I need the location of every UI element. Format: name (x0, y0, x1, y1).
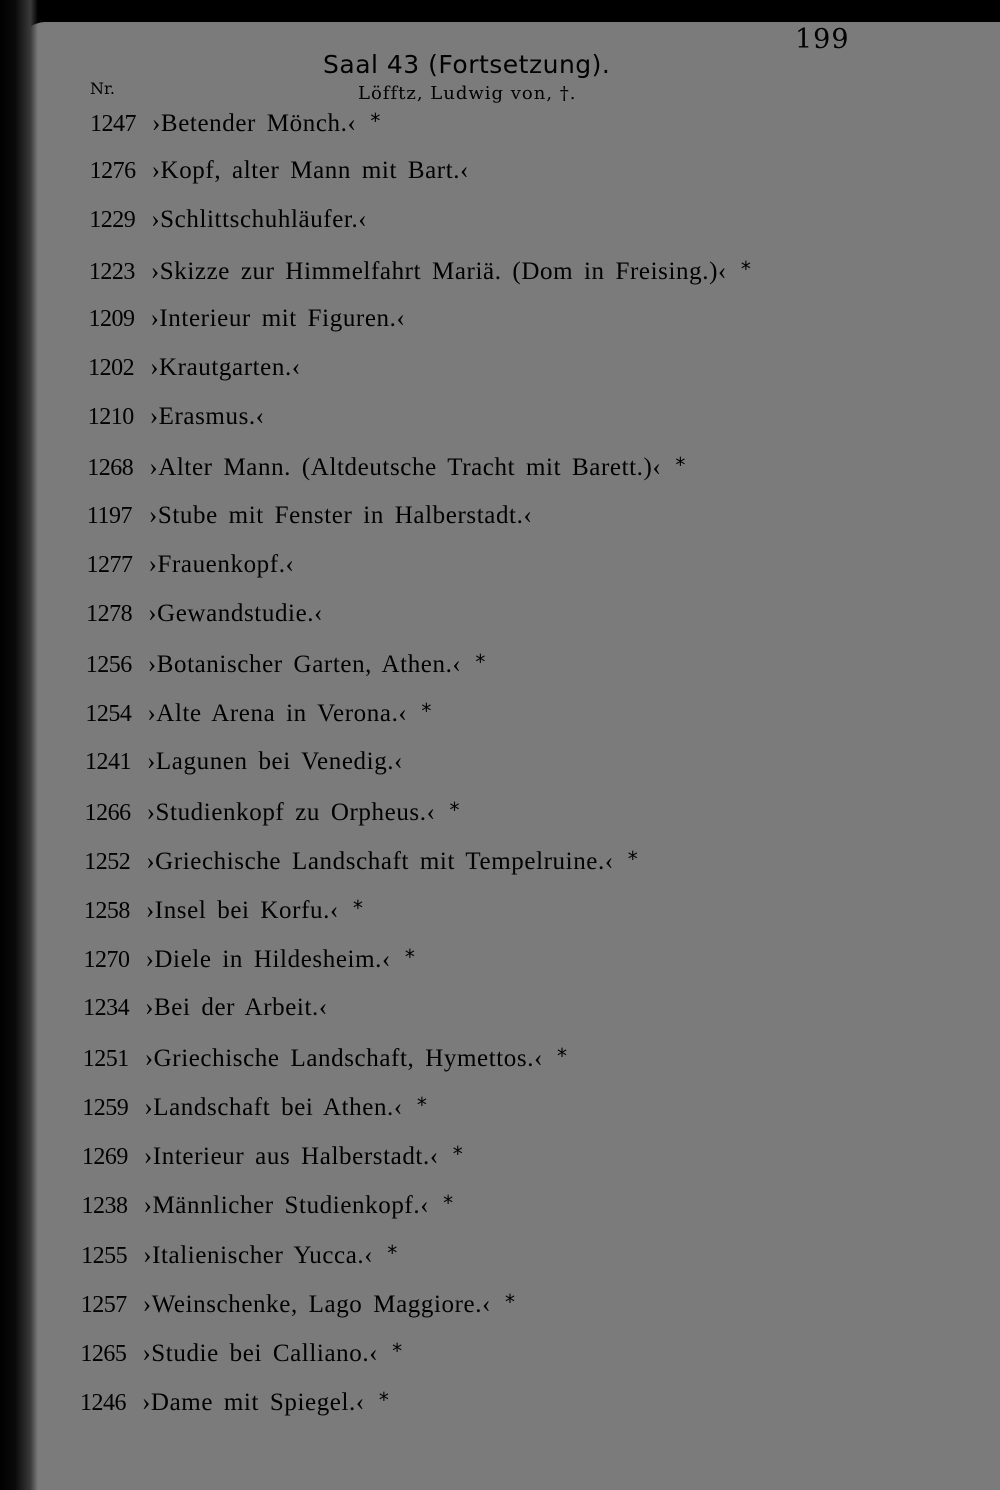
entry-number: 1259 (82, 1095, 129, 1121)
entry-title: ›Diele in Hildesheim.‹ (145, 946, 391, 974)
entry-title: ›Alter Mann. (Altdeutsche Tracht mit Barett.)‹ (149, 454, 662, 482)
entry-title: ›Italienischer Yucca.‹ (143, 1241, 374, 1269)
entry-title: ›Lagunen bei Venedig.‹ (147, 747, 404, 775)
entry-title: ›Krautgarten.‹ (150, 354, 301, 381)
entry-title: ›Frauenkopf.‹ (148, 550, 295, 578)
entry-asterisk-mark: * (557, 1043, 567, 1068)
catalog-entry (86, 645, 486, 679)
entry-number: 1202 (88, 355, 135, 381)
entry-number: 1223 (88, 258, 135, 285)
entry-title: ›Männlicher Studienkopf.‹ (143, 1192, 430, 1220)
entry-title: ›Betender Mönch.‹ (152, 110, 357, 137)
entry-number: 1246 (80, 1390, 126, 1417)
entry-number: 1229 (89, 207, 136, 234)
catalog-entry (87, 547, 295, 581)
entry-number: 1270 (83, 947, 130, 974)
entry-number: 1276 (89, 158, 136, 185)
entry-number: 1252 (84, 849, 131, 875)
entry-title: ›Erasmus.‹ (149, 403, 265, 431)
catalog-entry (83, 940, 414, 974)
entry-title: ›Studienkopf zu Orpheus.‹ (146, 798, 436, 826)
entry-number: 1278 (86, 601, 133, 627)
catalog-entry (82, 1088, 427, 1122)
entry-number: 1277 (86, 551, 133, 578)
entry-asterisk-mark: * (449, 797, 460, 822)
entry-number: 1197 (86, 502, 133, 529)
artist-name: Löfftz, Ludwig von, †. (358, 83, 577, 104)
catalog-entry (90, 104, 380, 138)
catalog-entry (89, 202, 367, 236)
entry-number: 1238 (81, 1193, 128, 1220)
catalog-entry (81, 1236, 397, 1270)
catalog-entry (85, 744, 403, 778)
catalog-entry (82, 1186, 454, 1220)
entry-asterisk-mark: * (443, 1191, 454, 1216)
entry-title: ›Alte Arena in Verona.‹ (147, 700, 408, 728)
catalog-entry (82, 1137, 463, 1171)
catalog-entry (85, 694, 431, 728)
entry-title: ›Skizze zur Himmelfahrt Mariä. (Dom in Freising.)‹ (150, 257, 727, 285)
entry-title: ›Studie bei Calliano.‹ (142, 1340, 379, 1367)
catalog-entry (85, 793, 460, 827)
catalog-entry (80, 1383, 389, 1417)
entry-number: 1251 (82, 1045, 129, 1072)
entry-title: ›Interieur mit Figuren.‹ (150, 304, 406, 332)
entry-title: ›Schlittschuhläufer.‹ (151, 206, 368, 234)
section-title: Saal 43 (Fortsetzung). (323, 50, 611, 79)
catalog-entry (84, 842, 638, 876)
catalog-entry (83, 990, 328, 1024)
entry-title: ›Dame mit Spiegel.‹ (142, 1389, 365, 1417)
entry-asterisk-mark: * (352, 896, 363, 921)
page-number: 199 (795, 24, 850, 55)
entry-title: ›Insel bei Korfu.‹ (145, 897, 339, 925)
entry-number: 1265 (80, 1341, 127, 1367)
entry-title: ›Interieur aus Halberstadt.‹ (143, 1143, 439, 1171)
entry-number: 1209 (88, 305, 135, 332)
entry-title: ›Landschaft bei Athen.‹ (144, 1094, 403, 1121)
catalog-entry (80, 1334, 402, 1368)
entry-title: ›Botanischer Garten, Athen.‹ (147, 651, 462, 679)
entry-number: 1269 (81, 1144, 128, 1171)
entry-asterisk-mark: * (452, 1142, 463, 1167)
entry-asterisk-mark: * (421, 699, 432, 724)
entry-number: 1255 (81, 1242, 128, 1269)
catalog-entry (87, 498, 532, 532)
entry-number: 1257 (80, 1291, 127, 1318)
catalog-entry (81, 1285, 515, 1319)
catalog-entry (88, 399, 265, 433)
entry-number: 1256 (85, 652, 132, 679)
entry-asterisk-mark: * (675, 453, 686, 478)
entry-title: ›Kopf, alter Mann mit Bart.‹ (151, 157, 470, 185)
entry-asterisk-mark: * (387, 1240, 398, 1265)
entry-asterisk-mark: * (392, 1339, 403, 1363)
entry-asterisk-mark: * (740, 256, 751, 281)
entry-asterisk-mark: * (404, 945, 415, 970)
entry-asterisk-mark: * (627, 847, 638, 871)
entry-number: 1210 (87, 404, 134, 431)
catalog-entry (86, 596, 323, 630)
entry-number: 1234 (83, 994, 130, 1021)
entry-asterisk-mark: * (378, 1388, 389, 1413)
entry-title: ›Weinschenke, Lago Maggiore.‹ (142, 1290, 492, 1318)
entry-number: 1258 (83, 898, 130, 925)
entry-number: 1247 (90, 111, 136, 137)
entry-title: ›Griechische Landschaft, Hymettos.‹ (144, 1044, 543, 1072)
entry-asterisk-mark: * (475, 650, 486, 675)
catalog-entry (87, 448, 685, 482)
catalog-entry (90, 153, 469, 187)
entry-title: ›Gewandstudie.‹ (148, 600, 324, 627)
entry-number: 1254 (85, 701, 132, 728)
entry-asterisk-mark: * (416, 1093, 427, 1117)
entry-number: 1268 (87, 455, 134, 482)
catalog-entry (88, 301, 405, 335)
catalog-entry (84, 891, 363, 925)
column-header-nr: Nr. (90, 79, 115, 98)
entry-number: 1241 (85, 748, 131, 775)
entry-number: 1266 (84, 799, 131, 826)
entry-title: ›Stube mit Fenster in Halberstadt.‹ (148, 501, 533, 529)
entry-title: ›Bei der Arbeit.‹ (145, 993, 328, 1021)
entry-asterisk-mark: * (505, 1289, 516, 1314)
entry-asterisk-mark: * (370, 109, 381, 133)
catalog-entry (83, 1039, 567, 1073)
catalog-entry (89, 252, 751, 286)
catalog-entry (88, 350, 301, 384)
entry-title: ›Griechische Landschaft mit Tempelruine.‹ (146, 848, 614, 875)
